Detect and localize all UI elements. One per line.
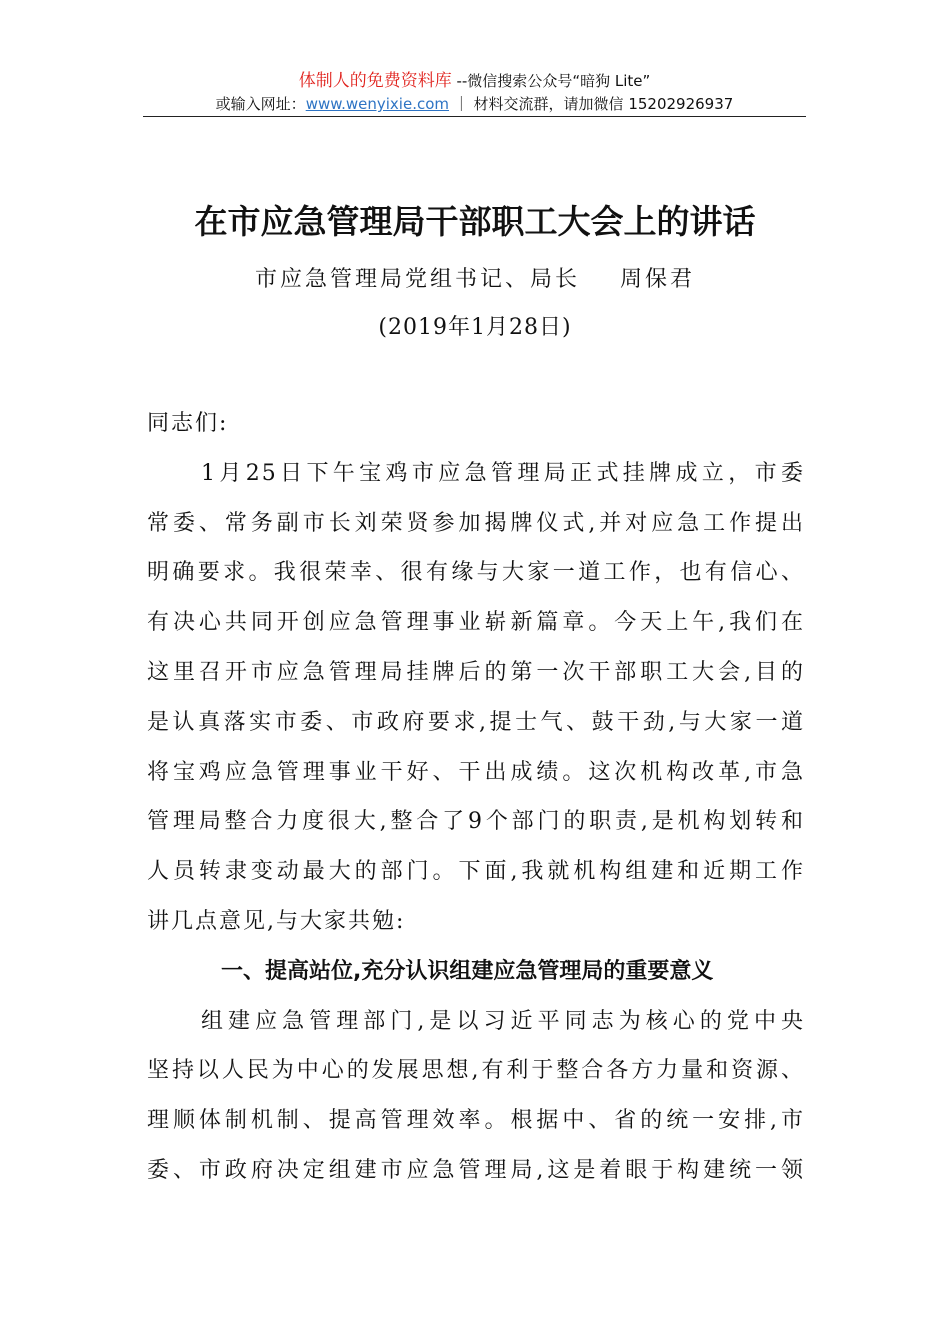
document-title: 在市应急管理局干部职工大会上的讲话: [194, 202, 756, 241]
author-line: [0, 262, 950, 293]
body-line: 将宝鸡应急管理事业干好、干出成绩。这次机构改革,市急: [147, 759, 805, 785]
document-body: [147, 402, 805, 1199]
body-line: 是认真落实市委、市政府要求,提士气、鼓干劲,与大家一道: [147, 709, 805, 735]
watermark-header: [143, 70, 806, 116]
body-line: 理顺体制机制、提高管理效率。根据中、省的统一安排,市: [147, 1108, 805, 1134]
brand-text: 体制人的免费资料库: [298, 71, 452, 91]
body-line: 明确要求。我很荣幸、很有缘与大家一道工作，也有信心、: [147, 560, 805, 586]
body-line: 人员转隶变动最大的部门。下面,我就机构组建和近期工作: [147, 859, 805, 885]
author-name: 周保君: [620, 267, 696, 292]
body-line: 组建应急管理部门,是以习近平同志为核心的党中央: [201, 1008, 805, 1034]
body-line: 有决心共同开创应急管理事业崭新篇章。今天上午,我们在: [147, 610, 805, 636]
body-line: 同志们:: [147, 411, 229, 436]
body-line: 常委、常务副市长刘荣贤参加揭牌仪式,并对应急工作提出: [147, 510, 805, 536]
website-link[interactable]: www.wenyixie.com: [305, 95, 450, 113]
body-line: 1月25日下午宝鸡市应急管理局正式挂牌成立，市委: [201, 460, 805, 486]
speech-date: (2019年1月28日): [378, 315, 572, 340]
search-hint: --微信搜索公众号“暗狗 Lite”: [451, 72, 651, 90]
body-line: 委、市政府决定组建市应急管理局,这是着眼于构建统一领: [147, 1157, 805, 1183]
body-line: 讲几点意见,与大家共勉:: [147, 908, 406, 934]
section-heading: 一、提高站位,充分认识组建应急管理局的重要意义: [221, 958, 714, 984]
url-prefix: 或输入网址：: [215, 95, 306, 113]
header-divider: [143, 116, 806, 117]
author-role: 市应急管理局党组书记、局长: [254, 267, 580, 292]
contact-text: ｜ 材料交流群，请加微信 15202926937: [449, 95, 734, 113]
body-line: 管理局整合力度很大,整合了9个部门的职责,是机构划转和: [147, 809, 805, 835]
body-line: 这里召开市应急管理局挂牌后的第一次干部职工大会,目的: [147, 659, 805, 685]
body-line: 坚持以人民为中心的发展思想,有利于整合各方力量和资源、: [147, 1058, 805, 1084]
